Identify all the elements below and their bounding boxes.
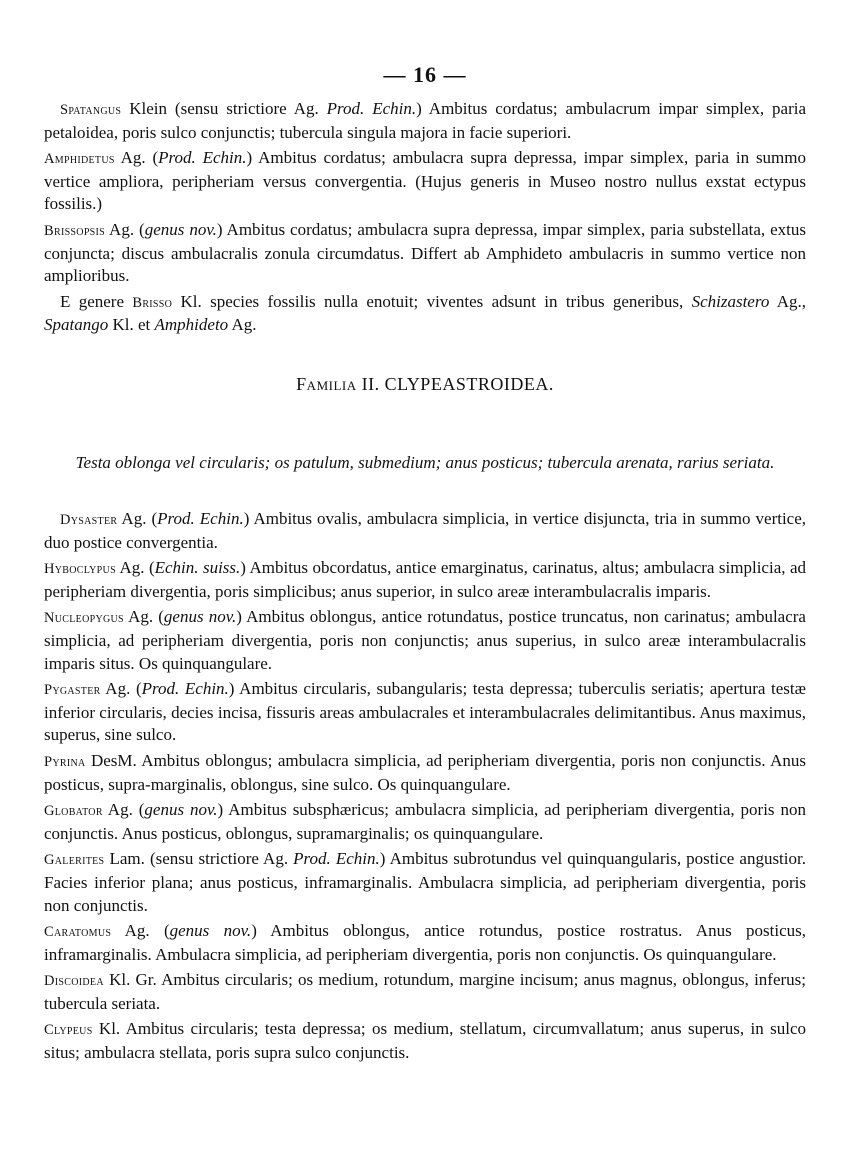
genus-entry: Discoidea Kl. Gr. Ambitus circularis; os medium, rotundum, margine incisum; anus magnus, oblongus, inferus; tubercula seriata. <box>44 970 807 1013</box>
genus-entry: Spatangus Klein (sensu strictiore Ag. Prod. Echin.) Ambitus cordatus; ambulacrum impar simplex, paria petaloidea, poris sulco conjunctis; tubercula singula majora in facie superiori. <box>44 99 807 142</box>
genus-name: Galerites <box>44 852 105 869</box>
genus-entry: Pyrina DesM. Ambitus oblongus; ambulacra simplicia, ad peripheriam divergentia, poris non conjunctis. Anus posticus, supra-marginalis, oblongus, sine sulco. Os quinquangulare. <box>44 750 806 794</box>
genus-entry: Clypeus Kl. Ambitus circularis; testa depressa; os medium, stellatum, circumvallatum; anus superus, in sulco situs; ambulacra stellata, poris supra sulco conjunctis. <box>44 1019 806 1063</box>
genus-entry: Globator Ag. (genus nov.) Ambitus subsphæricus; ambulacra simplicia, ad peripheriam divergentia, poris non conjunctis. Anus posticus, oblongus, supramarginalis; os quinquangulare. <box>44 800 806 843</box>
brisso-note: E genere Brisso Kl. species fossilis nulla enotuit; viventes adsunt in tribus generibus, Schizastero Ag., Spatango Kl. et Amphideto Ag. <box>44 291 806 335</box>
genus-name: Nucleopygus <box>44 610 124 627</box>
genus-name: Hyboclypus <box>44 561 116 578</box>
genus-entry: Hyboclypus Ag. (Echin. suiss.) Ambitus obcordatus, antice emarginatus, carinatus, altus; ambulacra simplicia, ad peripheriam divergentia, poris simplicibus; anus superior, in sulco areæ interambulacralis imparis. <box>44 558 806 601</box>
genus-entry: Dysaster Ag. (Prod. Echin.) Ambitus ovalis, ambulacra simplicia, in vertice disjuncta, tria in summo vertice, duo postice convergentia. <box>44 509 807 552</box>
genus-name: Clypeus <box>44 1022 93 1039</box>
family-description: Testa oblonga vel circularis; os patulum, submedium; anus posticus; tubercula arenata, rarius seriata. <box>75 453 775 472</box>
genus-entry: Pygaster Ag. (Prod. Echin.) Ambitus circularis, subangularis; testa depressa; tuberculis seriatis; apertura testæ inferior circularis, decies incisa, fissuris areas ambulacrales et interambulacrales delimitantibus. Anus maximus, superus, sine sulco. <box>44 679 806 745</box>
genus-entry: Galerites Lam. (sensu strictiore Ag. Prod. Echin.) Ambitus subrotundus vel quinquangularis, postice angustior. Facies inferior plana; anus posticus, inframarginalis. Ambulacra simplicia, ad peripheriam divergentia, poris non conjunctis. <box>44 849 806 915</box>
genus-name: Pygaster <box>44 682 101 699</box>
genus-name: Spatangus <box>60 102 122 118</box>
genus-name: Amphidetus <box>44 151 115 168</box>
genus-entry: Caratomus Ag. (genus nov.) Ambitus oblongus, antice rotundus, postice rostratus. Anus posticus, inframarginalis. Ambulacra simplicia, ad peripheriam divergentia, poris non conjunctis. Os quinquangulare. <box>44 921 806 964</box>
spatangoid-entries <box>44 98 806 340</box>
clypeastroid-entries <box>44 508 806 1068</box>
genus-name: Brisso <box>132 294 173 311</box>
genus-name: Caratomus <box>44 924 112 941</box>
genus-name: Dysaster <box>60 512 118 528</box>
genus-name: Pyrina <box>44 753 86 770</box>
genus-entry: Amphidetus Ag. (Prod. Echin.) Ambitus cordatus; ambulacra supra depressa, impar simplex, paria in summo vertice ampliora, peripheriam versus convergentia. (Hujus generis in Museo nostro nullus exstat ectypus fossilis.) <box>44 148 806 214</box>
genus-entry: Brissopsis Ag. (genus nov.) Ambitus cordatus; ambulacra supra depressa, impar simplex, paria substellata, extus conjuncta; discus ambulacralis zonula circumdatus. Differt ab Amphideto ambulacris in summo vertice non amplioribus. <box>44 219 807 286</box>
genus-name: Discoidea <box>44 973 104 990</box>
family-heading: Familia II. CLYPEASTROIDEA. <box>296 374 554 394</box>
genus-name: Brissopsis <box>44 222 106 239</box>
genus-name: Globator <box>44 803 103 820</box>
genus-entry: Nucleopygus Ag. (genus nov.) Ambitus oblongus, antice rotundatus, postice truncatus, non carinatus; ambulacra simplicia, ad peripheriam divergentia, poris non conjunctis; anus superius, in sulco areæ interambulacralis imparis situs. Os quinquangulare. <box>44 607 806 673</box>
page-number: — 16 — <box>383 62 467 87</box>
